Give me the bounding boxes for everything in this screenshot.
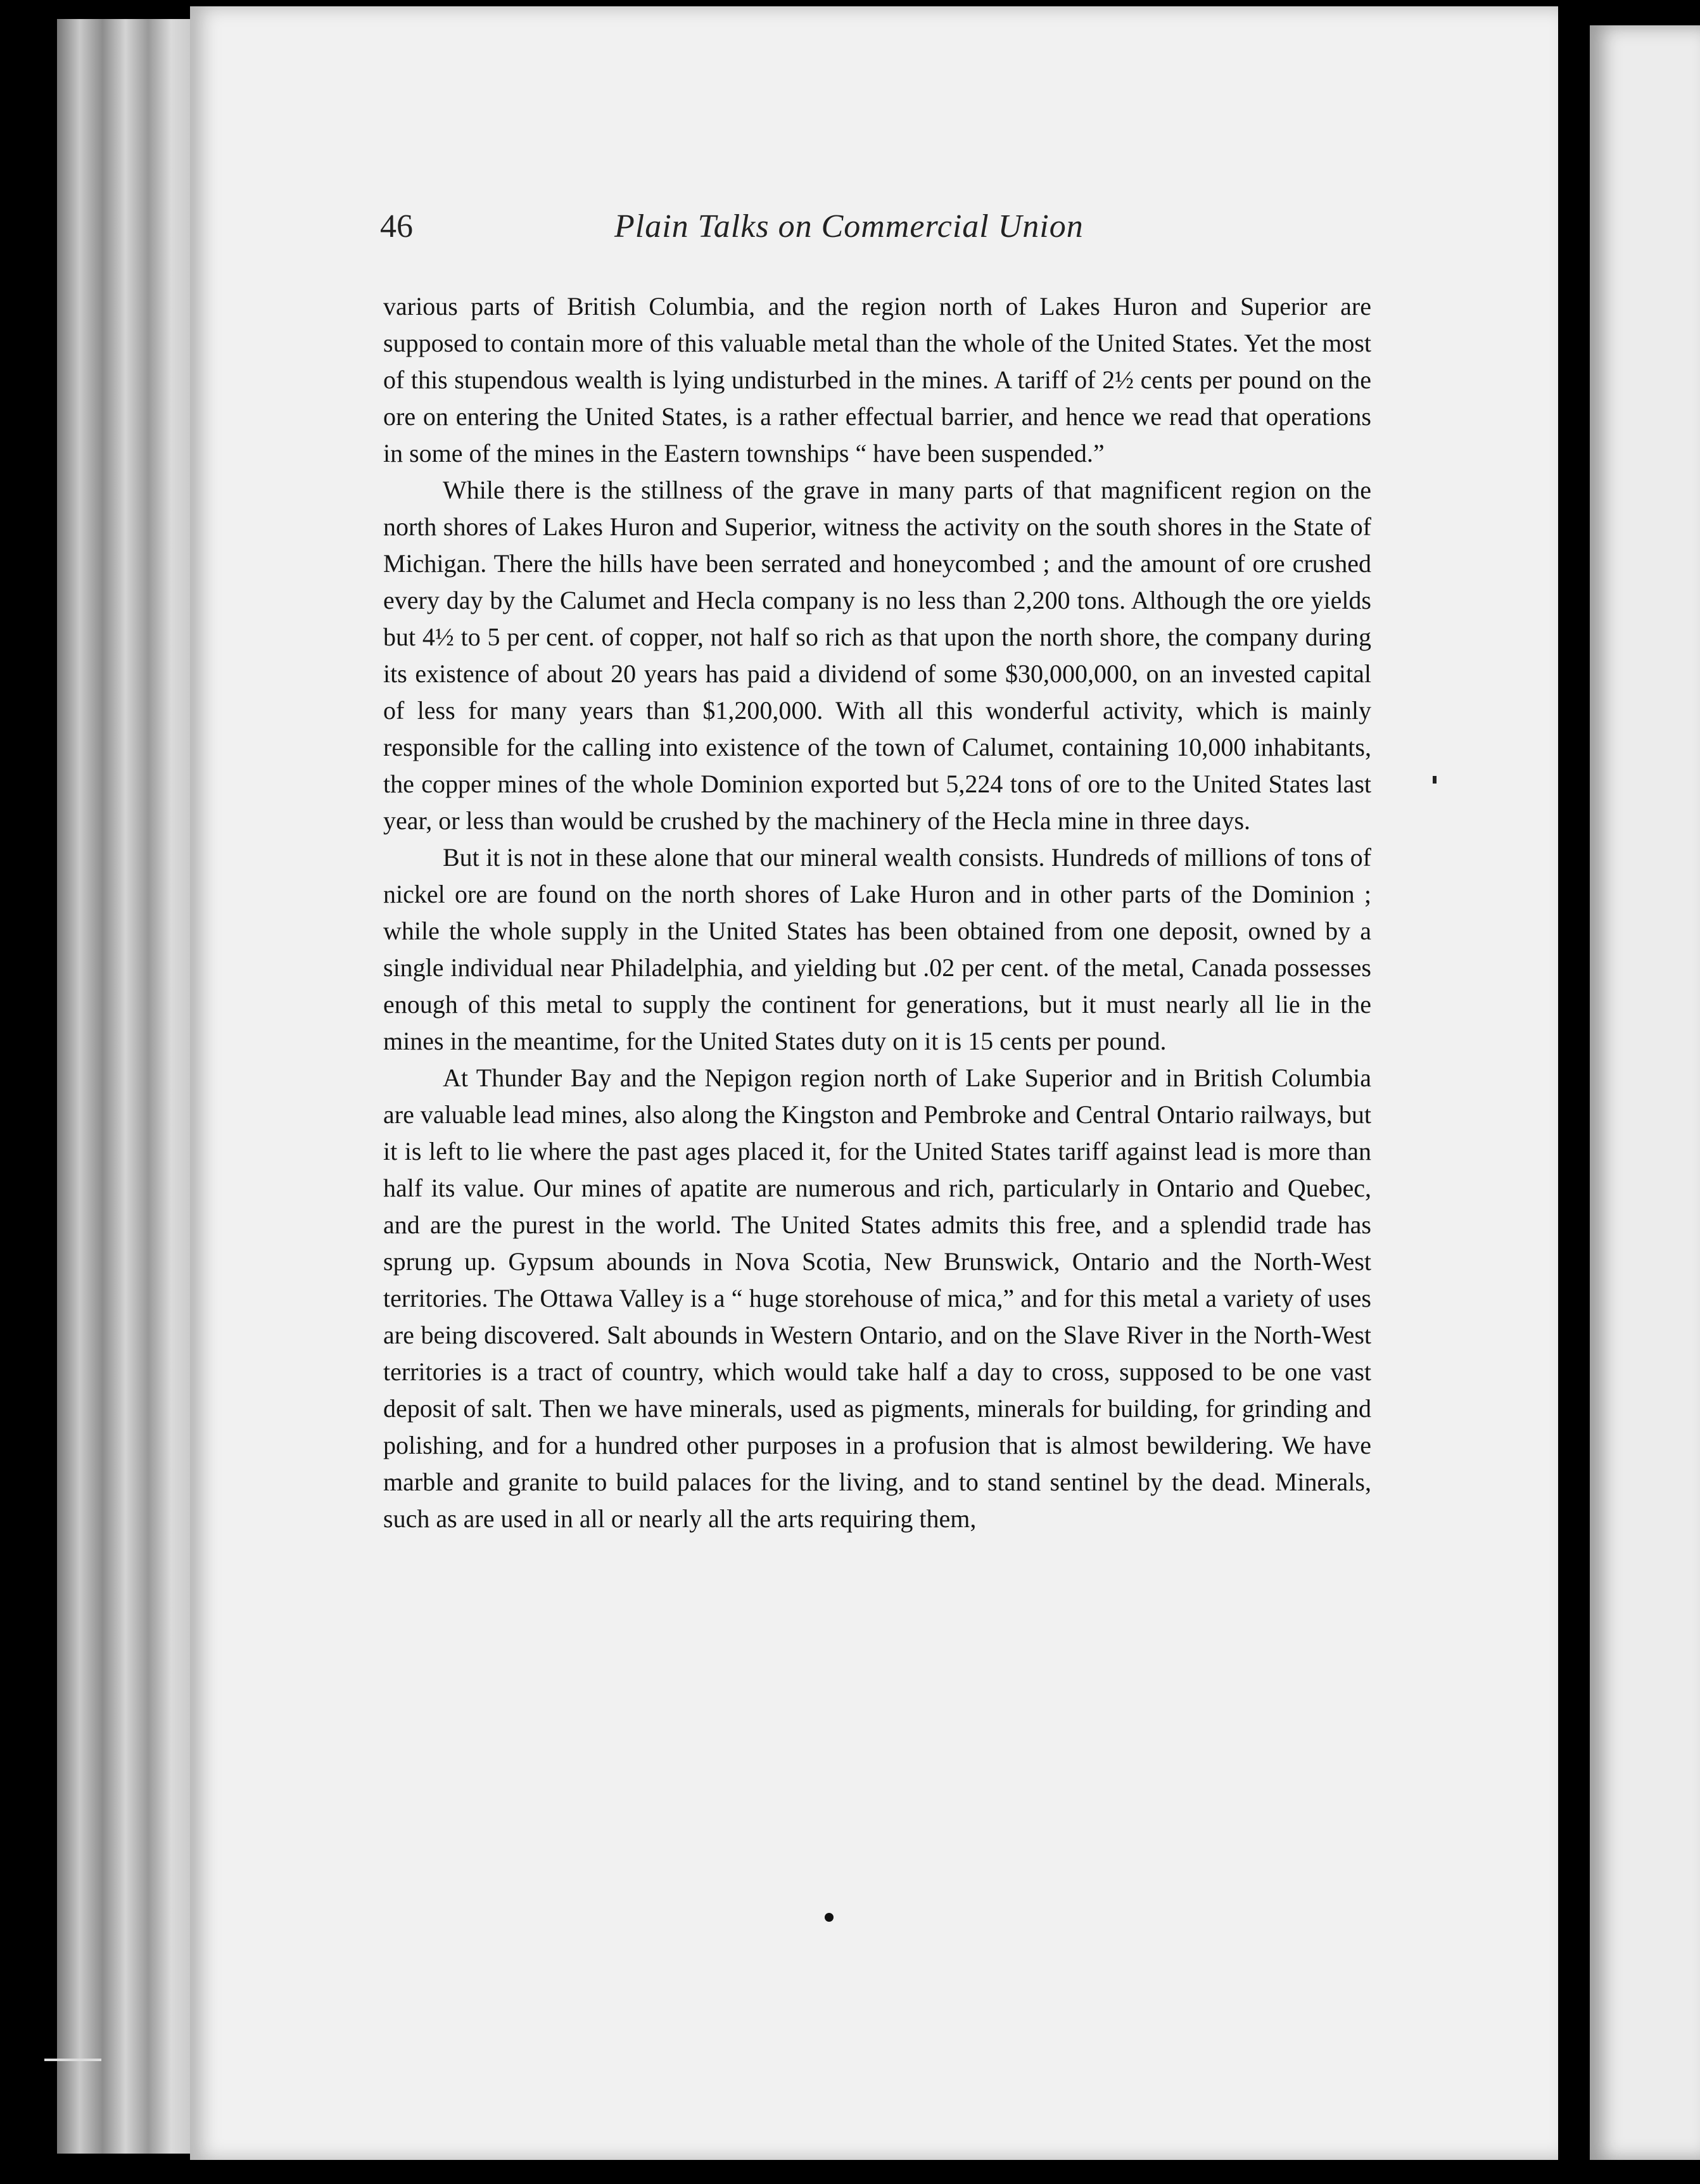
- page-edges: [57, 19, 209, 2154]
- running-title: Plain Talks on Commercial Union: [614, 208, 1084, 244]
- page-header: [380, 208, 1368, 246]
- page-number: 46: [380, 208, 413, 244]
- scan-artifact: [44, 2059, 101, 2061]
- ink-dot: [825, 1913, 834, 1922]
- facing-page-edge: [1590, 25, 1700, 2160]
- ink-speck: [1433, 776, 1437, 784]
- body-text: [383, 288, 1371, 1537]
- paragraph-1: various parts of British Columbia, and the region north of Lakes Huron and Superior are supposed to contain more of this valuable metal than the whole of the United States. Yet the most of this stupendous wealth is lying undisturbed in the mines. A tariff of 2½ cents per pound on the ore on entering the United States, is a rather effectual barrier, and hence we read that operations in some of the mines in the Eastern townships “ have been suspended.”: [383, 292, 1371, 467]
- paragraph-4: At Thunder Bay and the Nepigon region north of Lake Superior and in British Columbia are valuable lead mines, also along the Kingston and Pembroke and Central Ontario railways, but it is left to lie where the past ages placed it, for the United States tariff against lead is more than half its value. Our mines of apatite are numerous and rich, particularly in Ontario and Quebec, and are the purest in the world. The United States admits this free, and a splendid trade has sprung up. Gypsum abounds in Nova Scotia, New Brunswick, Ontario and the North-West territories. The Ottawa Valley is a “ huge storehouse of mica,” and for this metal a variety of uses are being discovered. Salt abounds in Western Ontario, and on the Slave River in the North-West territories is a tract of country, which would take half a day to cross, supposed to be one vast deposit of salt. Then we have minerals, used as pigments, minerals for building, for grinding and polishing, and for a hundred other purposes in a profusion that is almost bewildering. We have marble and granite to build palaces for the living, and to stand sentinel by the dead. Minerals, such as are used in all or nearly all the arts requiring them,: [383, 1063, 1371, 1533]
- paragraph-2: While there is the stillness of the grave in many parts of that magnificent region on the north shores of Lakes Huron and Superior, witness the activity on the south shores in the State of Michigan. There the hills have been serrated and honeycombed ; and the amount of ore crushed every day by the Calumet and Hecla company is no less than 2,200 tons. Although the ore yields but 4½ to 5 per cent. of copper, not half so rich as that upon the north shore, the company during its existence of about 20 years has paid a dividend of some $30,000,000, on an invested capital of less for many years than $1,200,000. With all this wonderful activity, which is mainly responsible for the calling into existence of the town of Calumet, containing 10,000 inhabitants, the copper mines of the whole Dominion exported but 5,224 tons of ore to the United States last year, or less than would be crushed by the machinery of the Hecla mine in three days.: [383, 476, 1371, 835]
- paragraph-3: But it is not in these alone that our mineral wealth consists. Hundreds of millions of tons of nickel ore are found on the north shores of Lake Huron and in other parts of the Dominion ; while the whole supply in the United States has been obtained from one deposit, owned by a single individual near Philadelphia, and yielding but .02 per cent. of the metal, Canada possesses enough of this metal to supply the continent for generations, but it must nearly all lie in the mines in the meantime, for the United States duty on it is 15 cents per pound.: [383, 843, 1371, 1055]
